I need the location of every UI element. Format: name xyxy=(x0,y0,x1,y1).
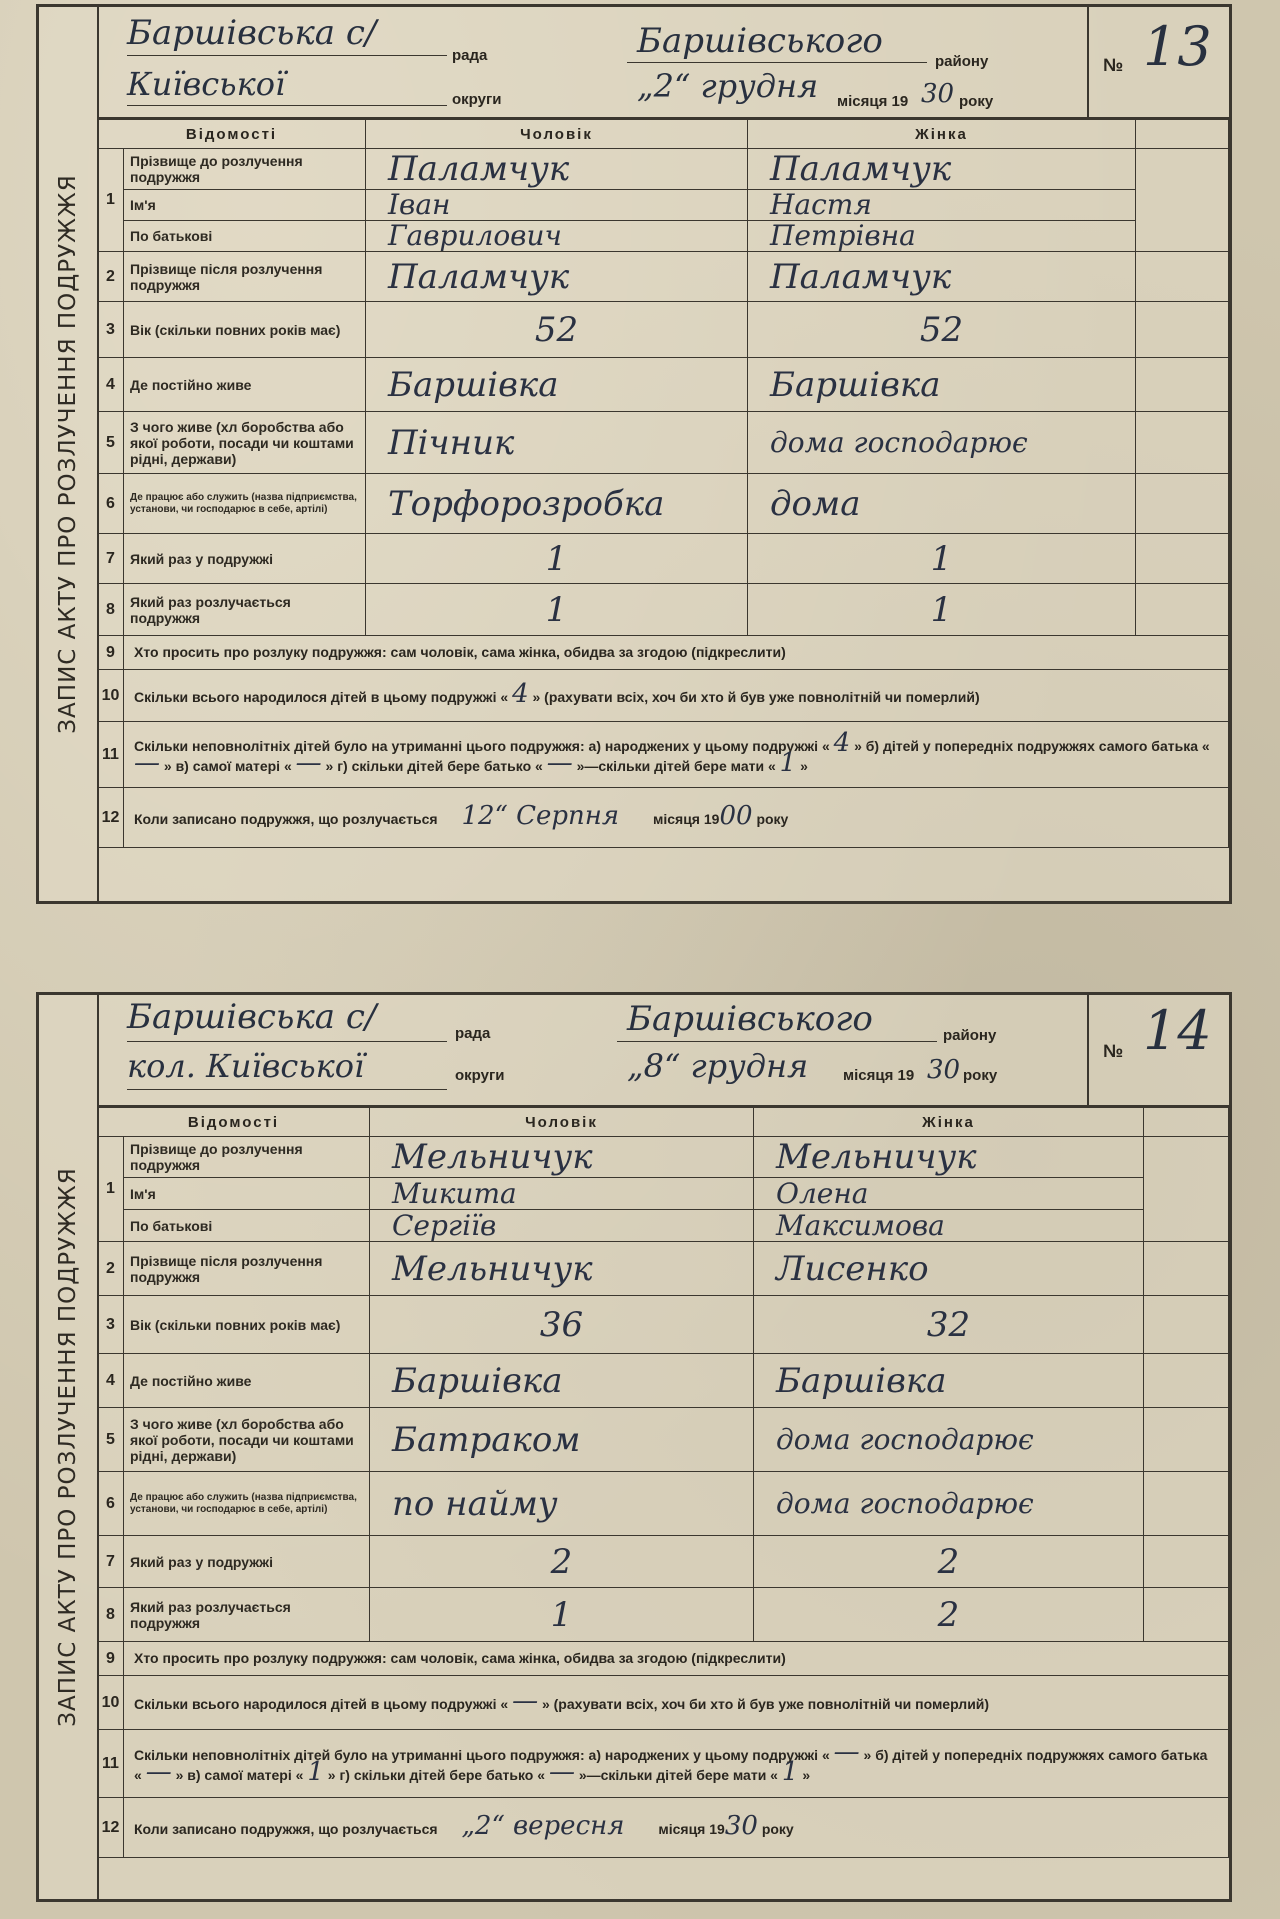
table-row xyxy=(98,1798,1229,1858)
who-requests-divorce: Хто просить про розлуку подружжя: сам чоловік, сама жінка, обидва за згодою (підкреслити) xyxy=(124,1642,1229,1676)
marriage-roku-label: року xyxy=(761,1820,794,1837)
father-prev-value: — xyxy=(145,1756,172,1787)
husband-first-name: Іван xyxy=(366,190,748,221)
row-label-patronymic: По батькові xyxy=(124,1210,370,1242)
record-table xyxy=(97,1107,1229,1858)
record-header xyxy=(97,995,1229,1107)
wife-patronymic: Максимова xyxy=(754,1210,1144,1242)
to-mother-value: 1 xyxy=(779,747,797,778)
okruha-underline xyxy=(127,1089,447,1090)
blank-cell xyxy=(1136,302,1229,358)
row-label-name: Ім'я xyxy=(124,190,366,221)
table-row xyxy=(98,149,1229,190)
row-number: 8 xyxy=(98,584,124,636)
row-label-divorce-no: Який раз розлучається подружжя xyxy=(124,1588,370,1642)
month-label: місяця 19 xyxy=(843,1067,915,1084)
record-table xyxy=(97,119,1229,848)
husband-patronymic: Гаврилович xyxy=(366,221,748,252)
row-label-patronymic: По батькові xyxy=(124,221,366,252)
row-number: 2 xyxy=(98,1242,124,1296)
row-label-livelihood: З чого живе (хл боробства або якої роботи, посади чи коштами рідні, держави) xyxy=(124,1408,370,1472)
to-mother-value: 1 xyxy=(781,1756,799,1787)
row-label-divorce-no: Який раз розлучається подружжя xyxy=(124,584,366,636)
record-number: 13 xyxy=(1143,15,1212,78)
table-row xyxy=(98,1588,1229,1642)
wife-patronymic: Петрівна xyxy=(748,221,1136,252)
wife-first-name: Олена xyxy=(754,1178,1144,1210)
col-zhinka: Жінка xyxy=(748,120,1136,149)
table-row xyxy=(98,534,1229,584)
row-number: 8 xyxy=(98,1588,124,1642)
council-value: Баршівська с/ xyxy=(127,997,377,1037)
row-number: 7 xyxy=(98,1536,124,1588)
row-number: 10 xyxy=(98,1676,124,1730)
date-value: „2“ грудня xyxy=(637,67,819,105)
table-row xyxy=(98,1472,1229,1536)
row-number: 9 xyxy=(98,636,124,670)
wife-livelihood: дома господарює xyxy=(754,1408,1144,1472)
husband-first-name: Микита xyxy=(370,1178,754,1210)
district-value: Баршівського xyxy=(627,999,873,1039)
closing-quote: » xyxy=(802,1766,811,1783)
blank-cell xyxy=(1144,1472,1229,1536)
marriage-date-value: 12“ Серпня xyxy=(461,800,620,831)
row-label-livelihood: З чого живе (хл боробства або якої роботи, посади чи коштами рідні, держави) xyxy=(124,412,366,474)
date-value: „8“ грудня xyxy=(627,1047,809,1085)
district-underline xyxy=(627,62,927,63)
table-row xyxy=(98,670,1229,722)
wife-divorce-no: 1 xyxy=(748,584,1136,636)
row-number: 4 xyxy=(98,358,124,412)
mother-prev-label: » в) самої матері « xyxy=(175,1766,304,1783)
council-underline xyxy=(127,1041,447,1042)
husband-age: 52 xyxy=(366,302,748,358)
husband-residence: Баршівка xyxy=(366,358,748,412)
husband-divorce-no: 1 xyxy=(370,1588,754,1642)
husband-surname-before: Паламчук xyxy=(366,149,748,190)
marriage-month-label: місяця 19 xyxy=(658,1820,725,1837)
row-number: 1 xyxy=(98,149,124,252)
okruha-value: Київської xyxy=(127,65,286,103)
number-sign: № xyxy=(1103,1041,1124,1061)
husband-surname-after: Паламчук xyxy=(366,252,748,302)
husband-livelihood: Пічник xyxy=(366,412,748,474)
who-requests-divorce: Хто просить про розлуку подружжя: сам чоловік, сама жінка, обидва за згодою (підкреслити) xyxy=(124,636,1229,670)
father-prev-value: — xyxy=(134,747,160,778)
table-row xyxy=(98,1296,1229,1354)
wife-age: 52 xyxy=(748,302,1136,358)
number-sign: № xyxy=(1103,55,1124,75)
row-number: 6 xyxy=(98,474,124,534)
row-label-surname-after: Прізвище після розлучення подружжя xyxy=(124,1242,370,1296)
children-born-note: » (рахувати всіх, хоч би хто й був уже повнолітній чи померлий) xyxy=(541,1695,990,1712)
okruhy-label: округи xyxy=(455,1067,505,1084)
row-label-residence: Де постійно живе xyxy=(124,1354,370,1408)
to-father-label: » г) скільки дітей бере батько « xyxy=(327,1766,546,1783)
row-label-workplace: Де працює або служить (назва підприємства, установи, чи господарює в себе, артілі) xyxy=(124,1472,370,1536)
table-row xyxy=(98,1730,1229,1798)
row-number: 6 xyxy=(98,1472,124,1536)
blank-cell xyxy=(1136,358,1229,412)
roku-label: року xyxy=(959,93,994,110)
table-row xyxy=(98,1242,1229,1296)
rada-label: рада xyxy=(452,47,488,64)
wife-workplace: дома господарює xyxy=(754,1472,1144,1536)
blank-cell xyxy=(1136,252,1229,302)
col-vidomosti: Відомості xyxy=(98,1108,370,1137)
okruha-value: кол. Київської xyxy=(127,1047,365,1085)
council-underline xyxy=(127,55,447,56)
table-row xyxy=(98,358,1229,412)
blank-cell xyxy=(1136,474,1229,534)
col-cholovik: Чоловік xyxy=(370,1108,754,1137)
row-number: 2 xyxy=(98,252,124,302)
marriage-roku-label: року xyxy=(756,810,789,827)
marriage-registration-date xyxy=(124,788,1229,848)
wife-livelihood: дома господарює xyxy=(748,412,1136,474)
column-headers xyxy=(98,120,1229,149)
table-row xyxy=(98,474,1229,534)
blank-cell xyxy=(1144,1408,1229,1472)
table-row xyxy=(98,1137,1229,1178)
col-vidomosti: Відомості xyxy=(98,120,366,149)
marriage-year-value: 00 xyxy=(719,800,753,831)
husband-livelihood: Батраком xyxy=(370,1408,754,1472)
record-number: 14 xyxy=(1143,999,1212,1062)
children-born-total xyxy=(124,1676,1229,1730)
row-number: 12 xyxy=(98,788,124,848)
husband-workplace: Торфорозробка xyxy=(366,474,748,534)
table-row xyxy=(98,221,1229,252)
table-row xyxy=(98,1676,1229,1730)
row-label-workplace: Де працює або служить (назва підприємства, установи, чи господарює в себе, артілі) xyxy=(124,474,366,534)
wife-surname-after: Паламчук xyxy=(748,252,1136,302)
marriage-date-label: Коли записано подружжя, що розлучається xyxy=(134,810,438,827)
mother-prev-value: — xyxy=(295,747,322,778)
father-prev-label: » б) дітей у попередніх подружжях самого батька « xyxy=(134,1746,1208,1783)
row-number: 4 xyxy=(98,1354,124,1408)
district-underline xyxy=(617,1041,937,1042)
district-value: Баршівського xyxy=(637,21,883,61)
table-row xyxy=(98,1642,1229,1676)
row-label-surname-after: Прізвище після розлучення подружжя xyxy=(124,252,366,302)
wife-surname-after: Лисенко xyxy=(754,1242,1144,1296)
husband-workplace: по найму xyxy=(370,1472,754,1536)
col-blank xyxy=(1136,120,1229,149)
to-mother-label: »—скільки дітей бере мати « xyxy=(576,757,776,774)
divorce-record-13 xyxy=(36,4,1232,904)
marriage-date-label: Коли записано подружжя, що розлучається xyxy=(134,1820,438,1837)
wife-residence: Баршівка xyxy=(754,1354,1144,1408)
side-margin xyxy=(39,995,99,1899)
blank-cell xyxy=(1136,412,1229,474)
row-number: 12 xyxy=(98,1798,124,1858)
minor-children xyxy=(124,722,1229,788)
blank-cell xyxy=(1144,1296,1229,1354)
row-label-residence: Де постійно живе xyxy=(124,358,366,412)
divorce-record-14 xyxy=(36,992,1232,1902)
row-label-name: Ім'я xyxy=(124,1178,370,1210)
father-prev-label: » б) дітей у попередніх подружжях самого батька « xyxy=(854,737,1210,754)
table-row xyxy=(98,584,1229,636)
roku-label: року xyxy=(963,1067,998,1084)
children-born-note: » (рахувати всіх, хоч би хто й був уже повнолітній чи померлий) xyxy=(532,688,980,705)
table-row xyxy=(98,190,1229,221)
husband-marriage-no: 1 xyxy=(366,534,748,584)
children-total-value: 4 xyxy=(512,678,529,709)
blank-cell xyxy=(1144,1354,1229,1408)
blank-cell xyxy=(1136,584,1229,636)
husband-age: 36 xyxy=(370,1296,754,1354)
row-number: 11 xyxy=(98,722,124,788)
wife-first-name: Настя xyxy=(748,190,1136,221)
side-margin xyxy=(39,7,99,901)
husband-surname-before: Мельничук xyxy=(370,1137,754,1178)
blank-cell xyxy=(1144,1536,1229,1588)
husband-surname-after: Мельничук xyxy=(370,1242,754,1296)
row-label-marriage-no: Який раз у подружжі xyxy=(124,1536,370,1588)
to-father-value: — xyxy=(548,1756,575,1787)
wife-residence: Баршівка xyxy=(748,358,1136,412)
row-label-surname-before: Прізвище до розлучення подружжя xyxy=(124,149,366,190)
husband-patronymic: Сергіїв xyxy=(370,1210,754,1242)
row-number: 11 xyxy=(98,1730,124,1798)
wife-marriage-no: 1 xyxy=(748,534,1136,584)
rayonu-label: району xyxy=(943,1027,997,1044)
blank-cell xyxy=(1144,1137,1229,1242)
record-header xyxy=(97,7,1229,119)
month-label: місяця 19 xyxy=(837,93,909,110)
marriage-year-value: 30 xyxy=(724,1810,758,1841)
husband-divorce-no: 1 xyxy=(366,584,748,636)
table-row xyxy=(98,1178,1229,1210)
okruhy-label: округи xyxy=(452,91,502,108)
table-row xyxy=(98,1536,1229,1588)
record-number-box xyxy=(1087,7,1229,117)
row-label-age: Вік (скільки повних років має) xyxy=(124,302,366,358)
rayonu-label: району xyxy=(935,53,989,70)
table-row xyxy=(98,302,1229,358)
table-row xyxy=(98,412,1229,474)
row-number: 7 xyxy=(98,534,124,584)
table-row xyxy=(98,722,1229,788)
closing-quote: » xyxy=(800,757,808,774)
table-row xyxy=(98,636,1229,670)
marriage-registration-date xyxy=(124,1798,1229,1858)
mother-prev-value: 1 xyxy=(307,1756,324,1787)
wife-marriage-no: 2 xyxy=(754,1536,1144,1588)
column-headers xyxy=(98,1108,1229,1137)
children-this-value: 4 xyxy=(833,727,851,758)
table-row xyxy=(98,1408,1229,1472)
row-label-marriage-no: Який раз у подружжі xyxy=(124,534,366,584)
row-number: 9 xyxy=(98,1642,124,1676)
row-number: 10 xyxy=(98,670,124,722)
table-row xyxy=(98,1210,1229,1242)
minor-children-label: Скільки неповнолітніх дітей було на утриманні цього подружжя: а) народжених у цьому подружжі « xyxy=(134,737,830,754)
children-born-total xyxy=(124,670,1229,722)
table-row xyxy=(98,1354,1229,1408)
rada-label: рада xyxy=(455,1025,491,1042)
blank-cell xyxy=(1136,149,1229,252)
husband-residence: Баршівка xyxy=(370,1354,754,1408)
mother-prev-label: » в) самої матері « xyxy=(163,757,292,774)
side-title: ЗАПИС АКТУ ПРО РОЗЛУЧЕННЯ ПОДРУЖЖЯ xyxy=(55,1167,81,1727)
year-value: 30 xyxy=(921,79,955,109)
row-number: 1 xyxy=(98,1137,124,1242)
record-number-box xyxy=(1087,995,1229,1105)
wife-divorce-no: 2 xyxy=(754,1588,1144,1642)
row-label-age: Вік (скільки повних років має) xyxy=(124,1296,370,1354)
children-born-label: Скільки всього народилося дітей в цьому подружжі « xyxy=(134,1695,509,1712)
children-total-value: — xyxy=(512,1685,539,1716)
marriage-month-label: місяця 19 xyxy=(653,810,720,827)
husband-marriage-no: 2 xyxy=(370,1536,754,1588)
side-title: ЗАПИС АКТУ ПРО РОЗЛУЧЕННЯ ПОДРУЖЖЯ xyxy=(55,174,81,734)
row-number: 5 xyxy=(98,1408,124,1472)
to-father-label: » г) скільки дітей бере батько « xyxy=(325,757,543,774)
blank-cell xyxy=(1136,534,1229,584)
wife-surname-before: Паламчук xyxy=(748,149,1136,190)
blank-cell xyxy=(1144,1242,1229,1296)
children-born-label: Скільки всього народилося дітей в цьому подружжі « xyxy=(134,688,509,705)
wife-workplace: дома xyxy=(748,474,1136,534)
children-this-value: — xyxy=(833,1736,860,1767)
okruha-underline xyxy=(127,105,447,106)
to-mother-label: »—скільки дітей бере мати « xyxy=(578,1766,778,1783)
row-number: 3 xyxy=(98,302,124,358)
col-cholovik: Чоловік xyxy=(366,120,748,149)
year-value: 30 xyxy=(927,1055,961,1085)
council-value: Баршівська с/ xyxy=(127,13,377,53)
row-number: 5 xyxy=(98,412,124,474)
minor-children xyxy=(124,1730,1229,1798)
table-row xyxy=(98,252,1229,302)
marriage-date-value: „2“ вересня xyxy=(461,1810,625,1841)
col-zhinka: Жінка xyxy=(754,1108,1144,1137)
row-number: 3 xyxy=(98,1296,124,1354)
to-father-value: — xyxy=(546,747,573,778)
wife-age: 32 xyxy=(754,1296,1144,1354)
wife-surname-before: Мельничук xyxy=(754,1137,1144,1178)
row-label-surname-before: Прізвище до розлучення подружжя xyxy=(124,1137,370,1178)
blank-cell xyxy=(1144,1588,1229,1642)
col-blank xyxy=(1144,1108,1229,1137)
minor-children-label: Скільки неповнолітніх дітей було на утриманні цього подружжя: а) народжених у цьому подружжі « xyxy=(134,1746,830,1763)
table-row xyxy=(98,788,1229,848)
